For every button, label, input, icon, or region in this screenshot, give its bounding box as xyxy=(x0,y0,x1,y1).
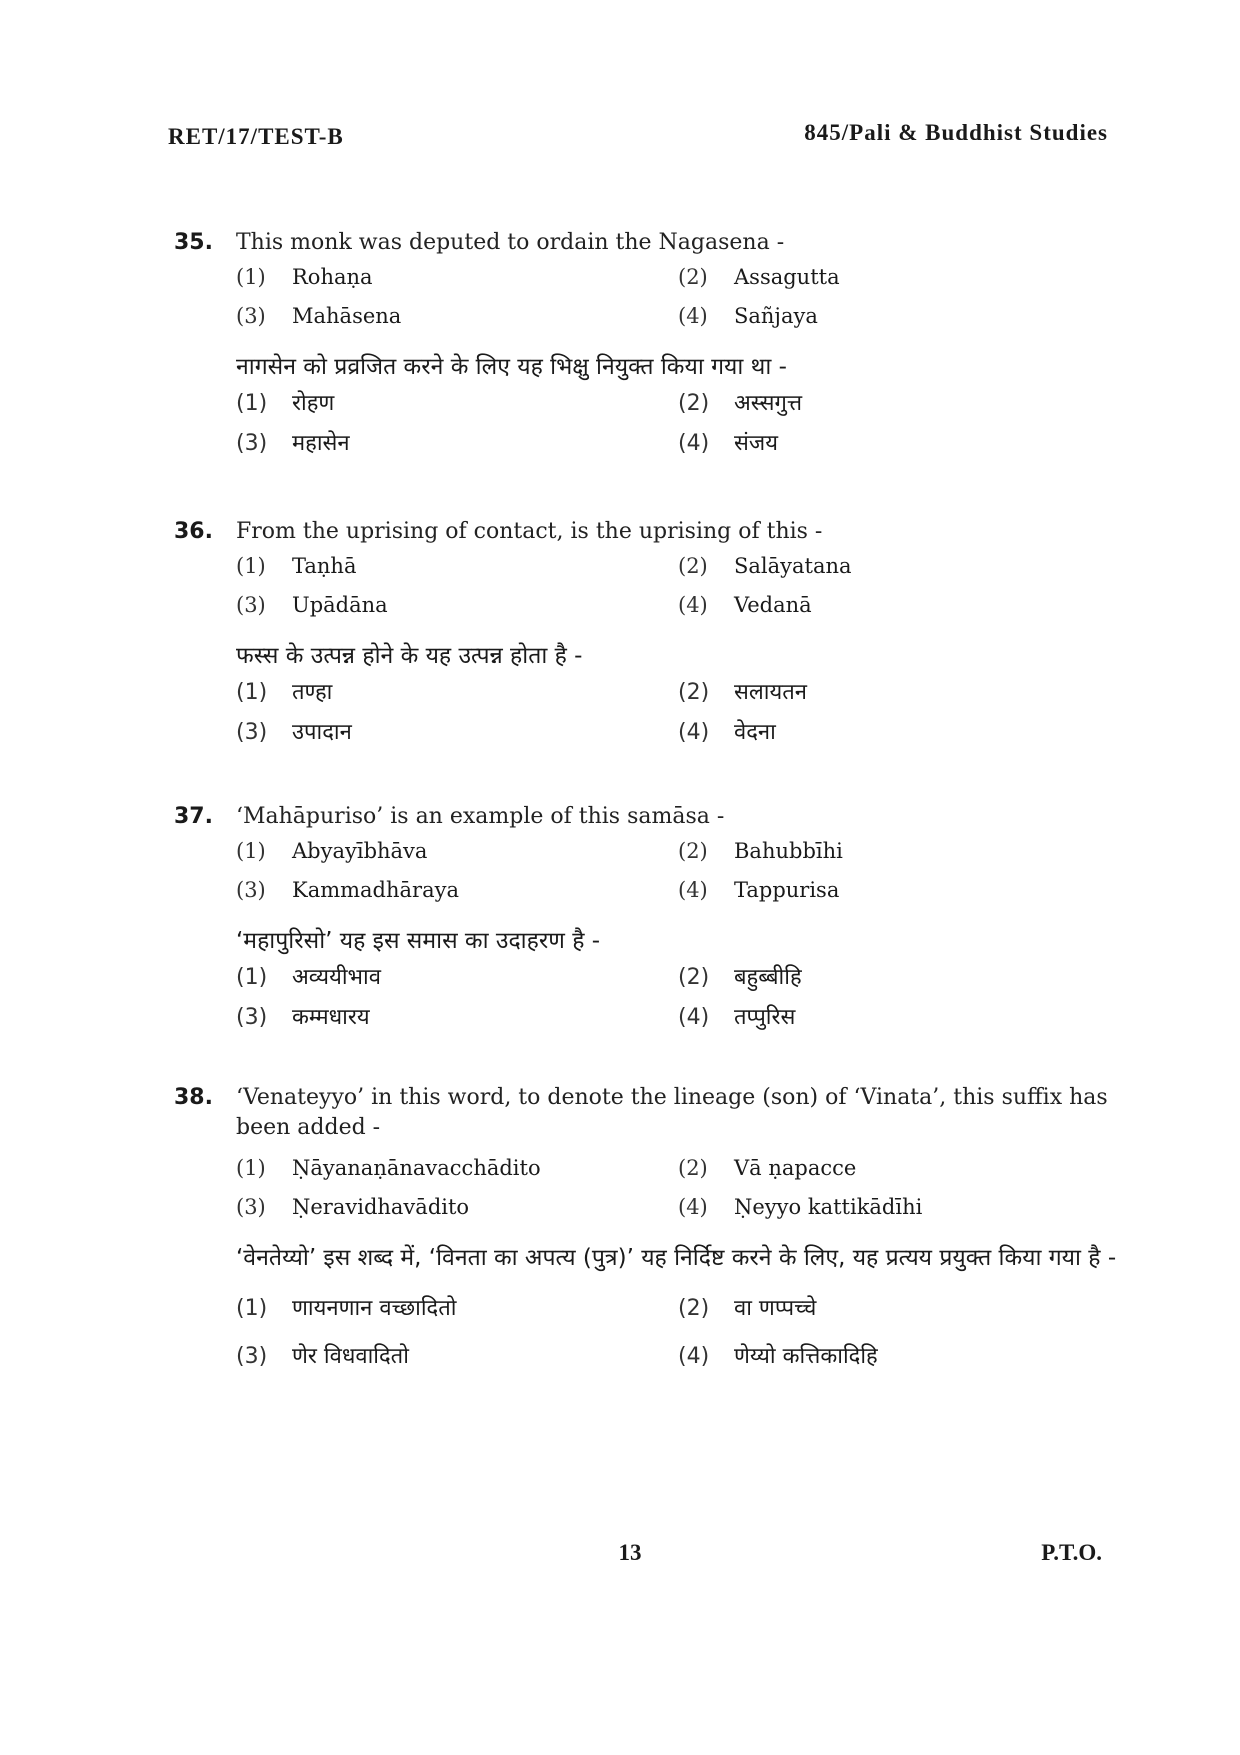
option-1: (1) Abyayībhāva xyxy=(236,839,428,863)
question-35 xyxy=(168,228,1120,464)
option-1-hi: (1) अव्ययीभाव xyxy=(236,965,381,990)
question-text-hi: फस्स के उत्पन्न होने के यह उत्पन्न होता है - xyxy=(236,643,583,669)
question-number: 38. xyxy=(174,1085,213,1110)
option-row-hi xyxy=(168,424,1120,464)
page-header xyxy=(168,120,1108,160)
question-text-en: This monk was deputed to ordain the Nagasena - xyxy=(236,230,785,255)
option-row-hi xyxy=(168,673,1120,713)
option-row-hi xyxy=(168,998,1120,1038)
question-number: 35. xyxy=(174,230,213,255)
option-row xyxy=(168,586,1120,625)
option-3-hi: (3) कम्मधारय xyxy=(236,1005,370,1030)
option-2-hi: (2) सलायतन xyxy=(678,680,807,705)
question-number: 36. xyxy=(174,519,213,544)
option-row xyxy=(168,258,1120,297)
subject-title: 845/Pali & Buddhist Studies xyxy=(804,120,1108,145)
option-2-hi: (2) अस्सगुत्त xyxy=(678,391,803,416)
option-1-hi: (1) रोहण xyxy=(236,391,335,416)
question-stem-en xyxy=(168,802,1120,832)
question-number: 37. xyxy=(174,804,213,829)
option-3: (3) Upādāna xyxy=(236,593,388,617)
option-1: (1) Ṇāyanaṇānavacchādito xyxy=(236,1156,541,1180)
option-3: (3) Mahāsena xyxy=(236,304,402,328)
option-1-hi: (1) णायनणान वच्छादितो xyxy=(236,1296,457,1321)
option-3: (3) Kammadhāraya xyxy=(236,878,459,902)
hindi-block xyxy=(168,924,1120,1038)
option-row xyxy=(168,871,1120,910)
option-3-hi: (3) महासेन xyxy=(236,431,350,456)
option-3-hi: (3) उपादान xyxy=(236,720,352,745)
question-text-hi: नागसेन को प्रव्रजित करने के लिए यह भिक्षु नियुक्त किया गया था - xyxy=(236,354,787,380)
question-stem-en xyxy=(168,517,1120,547)
hindi-block xyxy=(168,639,1120,753)
option-4-hi: (4) तप्पुरिस xyxy=(678,1005,796,1030)
question-text-en: ‘Venateyyo’ in this word, to denote the lineage (son) of ‘Vinata’, this suffix has been added - xyxy=(236,1085,1108,1140)
question-37 xyxy=(168,802,1120,1038)
hindi-block xyxy=(168,1241,1120,1381)
option-3: (3) Ṇeravidhavādito xyxy=(236,1195,470,1219)
option-4: (4) Vedanā xyxy=(678,593,812,617)
option-1: (1) Taṇhā xyxy=(236,554,357,578)
option-4-hi: (4) वेदना xyxy=(678,720,776,745)
question-stem-en xyxy=(168,228,1120,258)
option-row-hi xyxy=(168,1285,1120,1333)
question-text-hi: ‘महापुरिसो’ यह इस समास का उदाहरण है - xyxy=(236,928,601,954)
option-row xyxy=(168,1149,1120,1188)
test-code: RET/17/TEST-B xyxy=(168,124,344,149)
option-2: (2) Assagutta xyxy=(678,265,840,289)
please-turn-over: P.T.O. xyxy=(1041,1540,1102,1565)
option-row xyxy=(168,297,1120,336)
question-text-en: ‘Mahāpuriso’ is an example of this samāsa - xyxy=(236,804,725,829)
option-2: (2) Vā ṇapacce xyxy=(678,1156,857,1180)
option-row-hi xyxy=(168,958,1120,998)
page-number: 13 xyxy=(618,1540,642,1565)
option-1: (1) Rohaṇa xyxy=(236,265,373,289)
option-row-hi xyxy=(168,384,1120,424)
option-row-hi xyxy=(168,713,1120,753)
option-row xyxy=(168,832,1120,871)
question-36 xyxy=(168,517,1120,753)
question-38 xyxy=(168,1083,1120,1381)
option-4-hi: (4) संजय xyxy=(678,431,778,456)
option-2-hi: (2) वा णप्पच्चे xyxy=(678,1296,817,1321)
option-4-hi: (4) णेय्यो कत्तिकादिहि xyxy=(678,1344,878,1369)
question-stem-en xyxy=(168,1083,1120,1143)
hindi-block xyxy=(168,350,1120,464)
option-row xyxy=(168,1188,1120,1227)
option-2: (2) Bahubbīhi xyxy=(678,839,843,863)
option-2-hi: (2) बहुब्बीहि xyxy=(678,965,802,990)
option-row xyxy=(168,547,1120,586)
option-4: (4) Ṇeyyo kattikādīhi xyxy=(678,1195,923,1219)
option-4: (4) Tappurisa xyxy=(678,878,840,902)
option-row-hi xyxy=(168,1333,1120,1381)
question-text-hi: ‘वेनतेय्यो’ इस शब्द में, ‘विनता का अपत्य (पुत्र)’ यह निर्दिष्ट करने के लिए, यह प्रत्यय प्रयुक्त किया गया है - xyxy=(236,1245,1117,1271)
option-3-hi: (3) णेर विधवादितो xyxy=(236,1344,409,1369)
option-2: (2) Salāyatana xyxy=(678,554,852,578)
question-text-en: From the uprising of contact, is the uprising of this - xyxy=(236,519,823,544)
option-4: (4) Sañjaya xyxy=(678,304,818,328)
option-1-hi: (1) तण्हा xyxy=(236,680,333,705)
